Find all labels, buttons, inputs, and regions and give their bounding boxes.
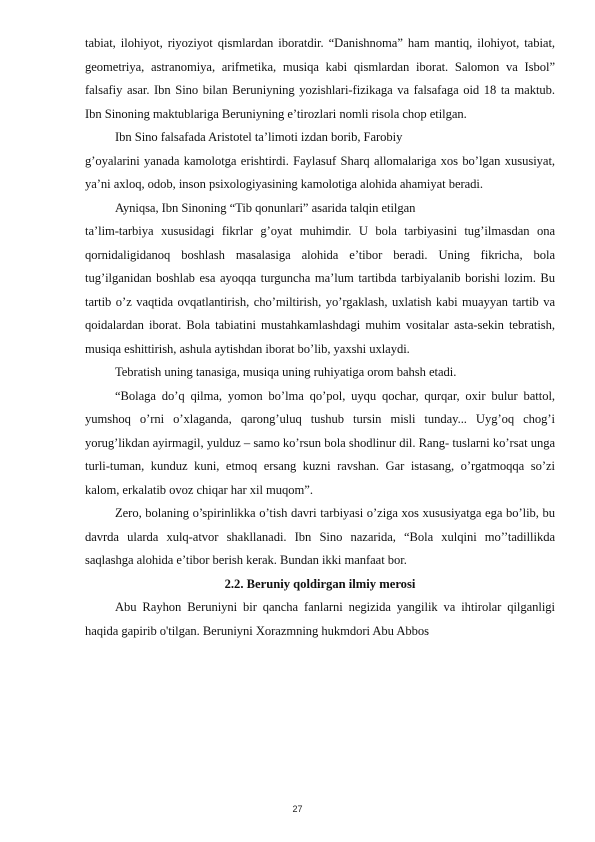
closing-paragraph: Abu Rayhon Beruniyni bir qancha fanlarni negizida yangilik va ihtirolar qilganligi haqida gapirib o'tilgan. Beruniyni Xorazmning hukmdori Abu Abbos bbox=[85, 600, 555, 638]
page-number: 27 bbox=[292, 804, 303, 814]
section-heading: 2.2. Beruniy qoldirgan ilmiy merosi bbox=[224, 576, 416, 591]
paragraph-2: Ibn Sino falsafada Aristotel ta’limoti izdan borib, Farobiy bbox=[115, 130, 403, 144]
paragraph-5: ta’lim-tarbiya xususidagi fikrlar g’oyat muhimdir. U bola tarbiyasini tug’ilmasdan ona qornidaligidanoq boshlash masalasiga alohida e’tibor beradi. Uning fikricha, bola tug’ilganidan boshlab esa ayoqqa turguncha ma’lum tartibda tarbiyalanib borishi lozim. Bu tartib o’z vaqtida ovqatlantirish, cho’miltirish, yo’rgaklash, uxlatish kabi muayyan tartib va qoidalardan iborat. Bola tabiatini mustahkamlashdagi muhim vositalar asta-sekin tebratish, musiqa eshittirish, ashula aytishdan iborat bo’lib, yaxshi uxlaydi. bbox=[85, 224, 555, 356]
document-page bbox=[85, 32, 555, 643]
paragraph-7: “Bolaga do’q qilma, yomon bo’lma qo’pol, uyqu qochar, qurqar, oxir bulur battol, yumshoq o’rni o’xlaganda, qarong’uluq tushub tursin misli tunday... Uyg’oq chog’i yorug’likdan ayirmagil, yulduz – samo ko’rsun bola shodlinur dil. Rang- tuslarni ko’rsat unga turli-tuman, kunduz kuni, etmoq ersang kuzni ravshan. Gar istasang, o’rgatmoqqa so’zi kalom, erkalatib ovoz chiqar har xil muqom”. bbox=[85, 388, 555, 497]
paragraph-6: Tebratish uning tanasiga, musiqa uning ruhiyatiga orom bahsh etadi. bbox=[115, 365, 457, 379]
paragraph-8: Zero, bolaning o’spirinlikka o’tish davri tarbiyasi o’ziga xos xususiyatga ega bo’lib, bu davrda ularda xulq-atvor shakllanadi. Ibn Sino nazarida, “Bola xulqini mo’’tadillikda saqlashga alohida e’tibor berish kerak. Bundan ikki manfaat bor. bbox=[85, 506, 555, 567]
paragraph-1: tabiat, ilohiyot, riyoziyot qismlardan iboratdir. “Danishnoma” ham mantiq, ilohiyot, tabiat, geometriya, astranomiya, arifmetika, musiqa kabi qismlardan iborat. Salomon va Isbol” falsafiy asar. Ibn Sino bilan Beruniyning yozishlari-fizikaga va falsafaga oid 18 ta maktub. Ibn Sinoning maktublariga Beruniyning e’tirozlari nomli risola chop etilgan. bbox=[85, 36, 555, 121]
paragraph-3: g’oyalarini yanada kamolotga erishtirdi. Faylasuf Sharq allomalariga xos bo’lgan xususiyat, ya’ni axloq, odob, inson psixologiyasining kamolotiga alohida ahamiyat beradi. bbox=[85, 153, 555, 191]
paragraph-4: Ayniqsa, Ibn Sinoning “Tib qonunlari” asarida talqin etilgan bbox=[115, 200, 416, 215]
